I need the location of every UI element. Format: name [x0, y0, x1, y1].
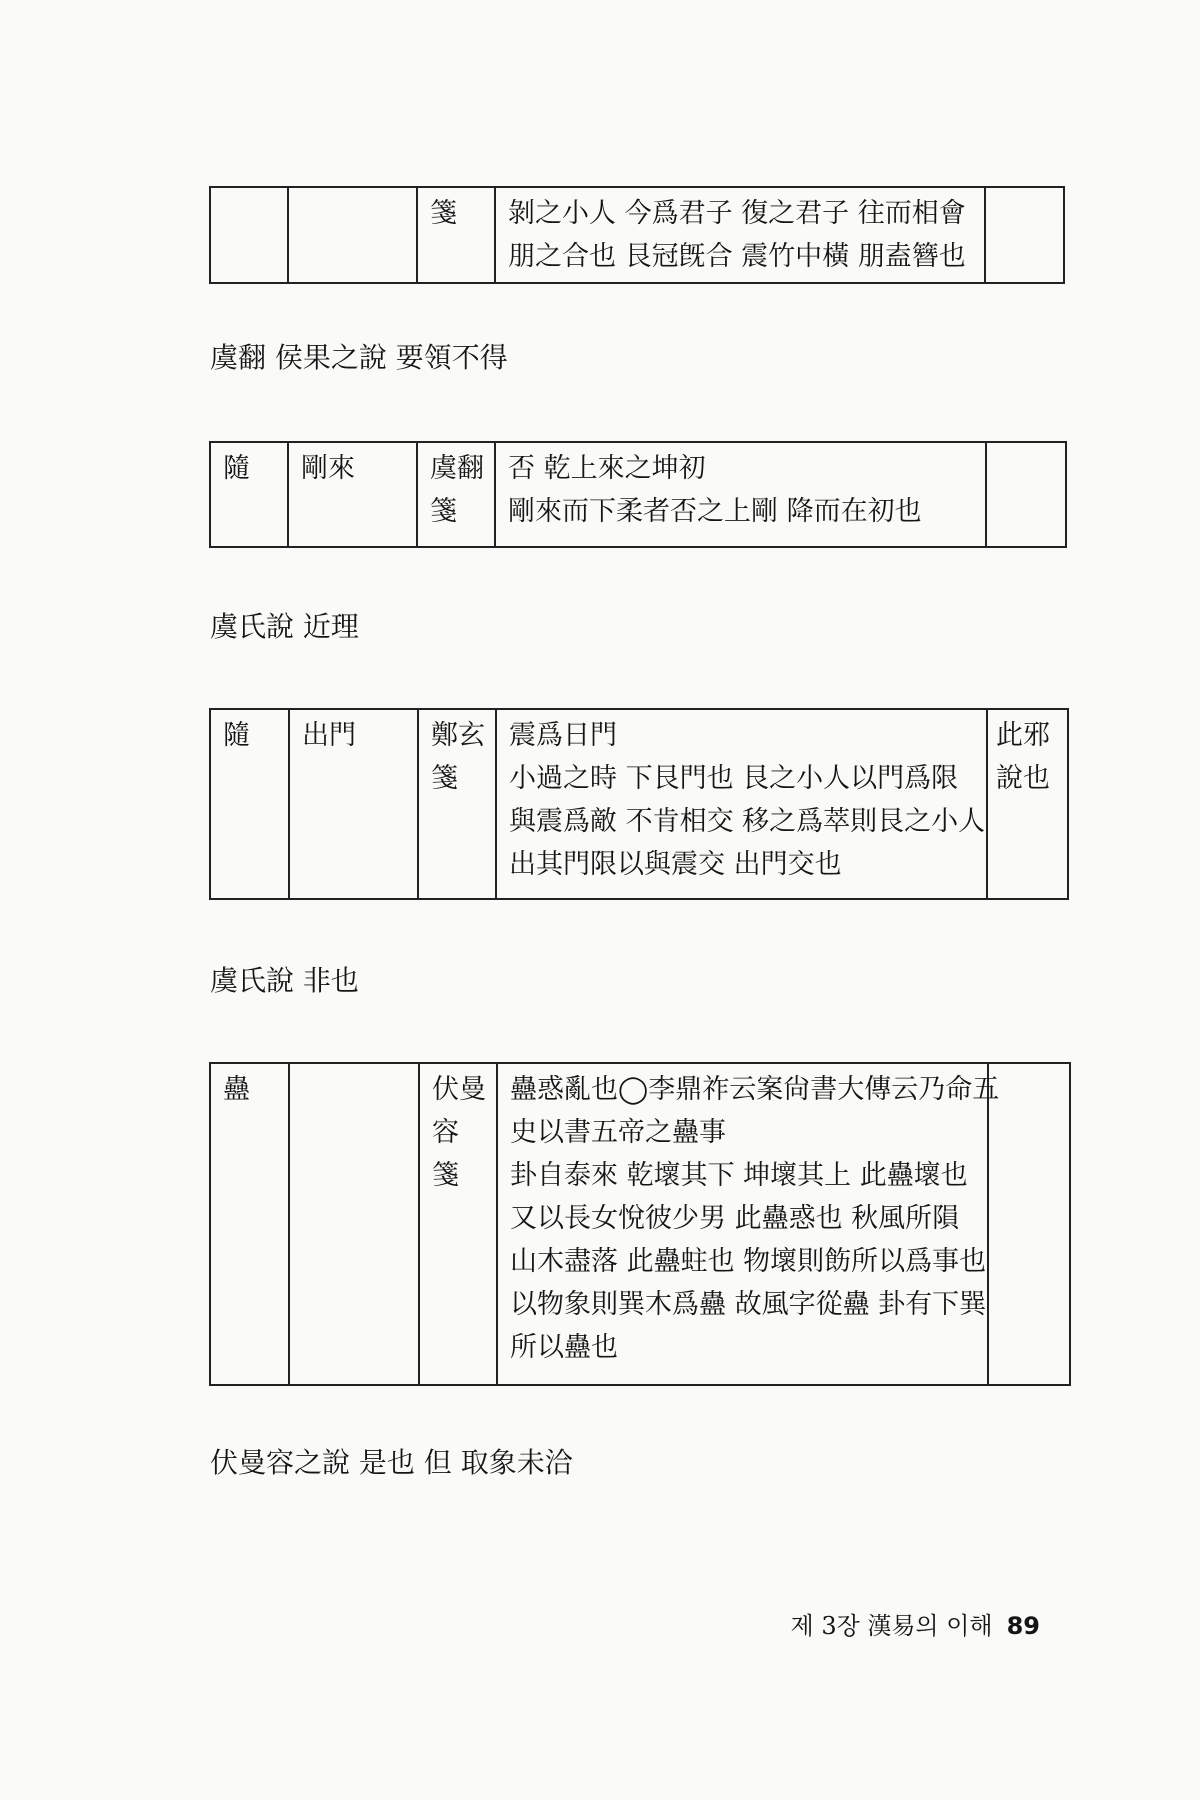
author-remark-1: 虞翻 侯果之說 要領不得 — [210, 341, 508, 374]
commentary-table-3 — [209, 708, 1069, 900]
text-line: 剝之小人 今爲君子 復之君子 往而相會 — [508, 198, 966, 229]
page-number: 89 — [1006, 1612, 1040, 1640]
author-remark-4: 伏曼容之說 是也 但 取象未洽 — [210, 1446, 573, 1479]
commentator-line: 鄭玄 — [431, 720, 485, 751]
comment-line: 此邪 — [996, 720, 1050, 751]
text-line: 史以書五帝之蠱事 — [510, 1117, 726, 1148]
text-line: 又以長女悅彼少男 此蠱惑也 秋風所隕 — [510, 1203, 960, 1234]
text-line: 卦自泰來 乾壞其下 坤壞其上 此蠱壞也 — [510, 1160, 968, 1191]
author-remark-2: 虞氏說 近理 — [210, 610, 359, 643]
commentator-line: 箋 — [431, 763, 458, 794]
text-line: 震爲日門 — [509, 720, 617, 751]
author-comment-cell — [987, 709, 1068, 899]
table-row — [210, 187, 1064, 283]
table-row — [210, 709, 1068, 899]
commentator-line: 箋 — [430, 198, 457, 229]
commentary-table-4 — [209, 1062, 1071, 1386]
text-line: 所以蠱也 — [510, 1332, 618, 1363]
hexagram-cell: 蠱 — [210, 1063, 289, 1385]
table-row — [210, 1063, 1070, 1385]
comment-line: 說也 — [996, 763, 1050, 794]
page-footer — [791, 1606, 1040, 1641]
text-line: 山木盡落 此蠱蛀也 物壞則飭所以爲事也 — [510, 1246, 987, 1277]
commentator-line: 箋 — [432, 1160, 459, 1191]
commentator-line: 箋 — [430, 496, 457, 527]
commentator-line: 虞翻 — [430, 453, 484, 484]
author-remark-3: 虞氏說 非也 — [210, 964, 359, 997]
commentary-text-cell — [497, 1063, 1000, 1385]
term-cell: 出門 — [289, 709, 418, 899]
text-line: 與震爲敵 不肯相交 移之爲萃則艮之小人 — [509, 806, 986, 837]
term-cell: 剛來 — [288, 442, 417, 547]
commentator-line: 容 — [432, 1117, 459, 1148]
text-line: 剛來而下柔者否之上剛 降而在初也 — [508, 496, 922, 527]
commentary-table-2 — [209, 441, 1067, 548]
author-comment-cell — [986, 442, 1066, 547]
author-comment-cell — [985, 187, 1064, 283]
commentator-cell — [417, 187, 495, 283]
term-cell — [289, 1063, 419, 1385]
text-line: 否 乾上來之坤初 — [508, 453, 706, 484]
commentator-cell — [419, 1063, 497, 1385]
commentary-text-cell — [495, 187, 985, 283]
table-row — [210, 442, 1066, 547]
commentator-cell — [418, 709, 496, 899]
author-comment-cell — [988, 1063, 1070, 1385]
commentator-cell — [417, 442, 495, 547]
commentator-line: 伏曼 — [432, 1074, 486, 1105]
hexagram-cell — [210, 187, 288, 283]
hexagram-cell: 隨 — [210, 442, 288, 547]
commentary-table-1 — [209, 186, 1065, 284]
text-line: 出其門限以與震交 出門交也 — [509, 849, 842, 880]
text-line: 朋之合也 艮冠旣合 震竹中橫 朋盍簪也 — [508, 241, 966, 272]
commentary-text-cell — [496, 709, 987, 899]
commentary-text-cell — [495, 442, 986, 547]
text-line: 小過之時 下艮門也 艮之小人以門爲限 — [509, 763, 959, 794]
hexagram-cell: 隨 — [210, 709, 289, 899]
term-cell — [288, 187, 417, 283]
text-line: 以物象則巽木爲蠱 故風字從蠱 卦有下巽 — [510, 1289, 987, 1320]
text-line: 蠱惑亂也◯李鼎祚云案尙書大傳云乃命五 — [510, 1074, 1000, 1105]
chapter-title: 제 3장 漢易의 이해 — [790, 1612, 993, 1640]
